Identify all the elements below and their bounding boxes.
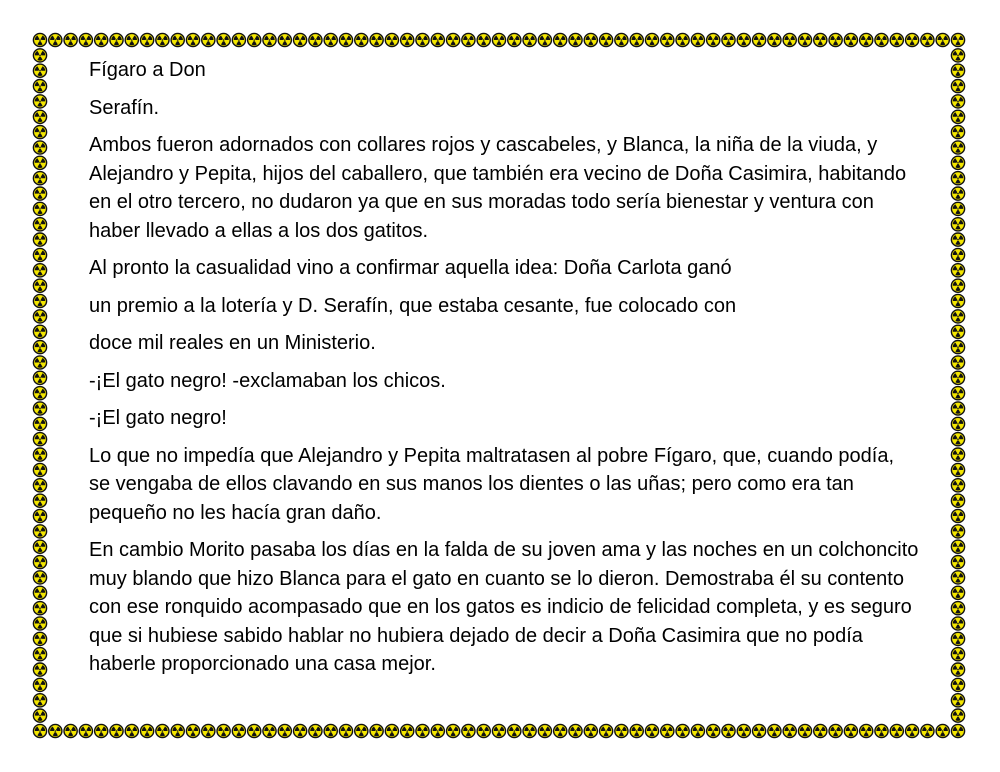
radiation-icon: [33, 417, 46, 430]
radiation-icon: [416, 724, 429, 737]
radiation-icon: [951, 586, 964, 599]
radiation-icon: [33, 586, 46, 599]
radiation-icon: [798, 33, 811, 46]
radiation-icon: [722, 724, 735, 737]
radiation-icon: [33, 694, 46, 707]
radiation-icon: [492, 724, 505, 737]
radiation-icon: [141, 724, 154, 737]
radiation-icon: [951, 49, 964, 62]
radiation-icon: [538, 33, 551, 46]
radiation-icon: [64, 724, 77, 737]
radiation-icon: [707, 724, 720, 737]
radiation-icon: [79, 724, 92, 737]
radiation-icon: [171, 724, 184, 737]
radiation-icon: [33, 279, 46, 292]
radiation-icon: [951, 310, 964, 323]
radiation-icon: [477, 33, 490, 46]
radiation-icon: [33, 525, 46, 538]
radiation-icon: [33, 248, 46, 261]
radiation-icon: [875, 724, 888, 737]
radiation-icon: [951, 156, 964, 169]
radiation-icon: [600, 724, 613, 737]
radiation-icon: [951, 509, 964, 522]
radiation-icon: [370, 33, 383, 46]
radiation-icon: [263, 724, 276, 737]
radiation-icon: [951, 694, 964, 707]
radiation-icon: [462, 33, 475, 46]
radiation-icon: [217, 33, 230, 46]
radiation-icon: [64, 33, 77, 46]
radiation-icon: [385, 724, 398, 737]
radiation-icon: [171, 33, 184, 46]
radiation-icon: [584, 33, 597, 46]
radiation-icon: [951, 325, 964, 338]
radiation-icon: [661, 33, 674, 46]
radiation-icon: [906, 724, 919, 737]
radiation-icon: [508, 724, 521, 737]
radiation-icon: [921, 33, 934, 46]
radiation-icon: [355, 33, 368, 46]
paragraph-9: Lo que no impedía que Alejandro y Pepita maltratasen al pobre Fígaro, que, cuando podía, se vengaba de ellos clavando en sus manos los dientes o las uñas; pero como era tan pequeño no les hacía gran daño.: [89, 444, 894, 524]
radiation-icon: [186, 33, 199, 46]
radiation-icon: [33, 294, 46, 307]
radiation-icon: [951, 64, 964, 77]
radiation-icon: [33, 448, 46, 461]
radiation-icon: [33, 172, 46, 185]
radiation-icon: [477, 724, 490, 737]
radiation-icon: [951, 709, 964, 722]
radiation-icon: [278, 33, 291, 46]
radiation-icon: [737, 33, 750, 46]
radiation-icon: [951, 556, 964, 569]
radiation-icon: [951, 678, 964, 691]
paragraph-10: En cambio Morito pasaba los días en la falda de su joven ama y las noches en un colchoncito muy blando que hizo Blanca para el gato en cuanto se lo dieron. Demostraba él su contento con ese ronquido acompasado que en los gatos es indicio de felicidad completa, y es seguro que si hubiese sabido hablar no hubiera dejado de decir a Doña Casimira que no podía haberle proporcionado una casa mejor.: [89, 539, 919, 675]
radiation-icon: [33, 264, 46, 277]
radiation-icon: [33, 494, 46, 507]
radiation-icon: [630, 724, 643, 737]
radiation-icon: [951, 110, 964, 123]
radiation-icon: [951, 387, 964, 400]
radiation-icon: [33, 33, 46, 46]
radiation-icon: [814, 33, 827, 46]
radiation-icon: [33, 571, 46, 584]
radiation-icon: [951, 264, 964, 277]
radiation-icon: [294, 33, 307, 46]
radiation-icon: [569, 724, 582, 737]
radiation-icon: [33, 110, 46, 123]
radiation-icon: [722, 33, 735, 46]
radiation-icon: [554, 724, 567, 737]
paragraph-1: Fígaro a Don: [89, 59, 206, 81]
radiation-icon: [33, 433, 46, 446]
radiation-icon: [385, 33, 398, 46]
radiation-icon: [324, 33, 337, 46]
radiation-icon: [645, 724, 658, 737]
radiation-icon: [33, 64, 46, 77]
radiation-icon: [33, 156, 46, 169]
radiation-icon: [768, 33, 781, 46]
radiation-icon: [492, 33, 505, 46]
radiation-icon: [186, 724, 199, 737]
radiation-icon: [339, 724, 352, 737]
radiation-icon: [707, 33, 720, 46]
radiation-icon: [33, 187, 46, 200]
radiation-icon: [630, 33, 643, 46]
radiation-icon: [951, 724, 964, 737]
radiation-icon: [33, 233, 46, 246]
radiation-icon: [951, 95, 964, 108]
radiation-icon: [309, 33, 322, 46]
radiation-icon: [951, 141, 964, 154]
radiation-icon: [33, 402, 46, 415]
radiation-icon: [951, 248, 964, 261]
radiation-icon: [538, 724, 551, 737]
radiation-icon: [753, 724, 766, 737]
radiation-icon: [33, 479, 46, 492]
radiation-icon: [951, 202, 964, 215]
radiation-icon: [951, 648, 964, 661]
radiation-icon: [951, 371, 964, 384]
radiation-icon: [951, 602, 964, 615]
radiation-icon: [951, 279, 964, 292]
radiation-icon: [890, 33, 903, 46]
radiation-icon: [33, 325, 46, 338]
radiation-icon: [355, 724, 368, 737]
radiation-icon: [951, 663, 964, 676]
radiation-icon: [554, 33, 567, 46]
radiation-icon: [753, 33, 766, 46]
radiation-icon: [569, 33, 582, 46]
radiation-icon: [844, 33, 857, 46]
radiation-icon: [33, 602, 46, 615]
radiation-icon: [33, 709, 46, 722]
radiation-icon: [232, 33, 245, 46]
radiation-icon: [33, 509, 46, 522]
radiation-icon: [951, 126, 964, 139]
radiation-icon: [906, 33, 919, 46]
radiation-icon: [33, 141, 46, 154]
radiation-icon: [814, 724, 827, 737]
radiation-icon: [737, 724, 750, 737]
radiation-icon: [263, 33, 276, 46]
radiation-icon: [768, 724, 781, 737]
radiation-icon: [600, 33, 613, 46]
radiation-icon: [783, 724, 796, 737]
radiation-icon: [951, 402, 964, 415]
radiation-icon: [33, 724, 46, 737]
radiation-icon: [783, 33, 796, 46]
radiation-icon: [95, 33, 108, 46]
radiation-icon: [661, 724, 674, 737]
radiation-icon: [951, 617, 964, 630]
radiation-icon: [462, 724, 475, 737]
radiation-icon: [49, 724, 62, 737]
radiation-icon: [33, 387, 46, 400]
radiation-icon: [49, 33, 62, 46]
radiation-icon: [33, 356, 46, 369]
radiation-icon: [309, 724, 322, 737]
radiation-icon: [921, 724, 934, 737]
radiation-icon: [339, 33, 352, 46]
radiation-icon: [156, 724, 169, 737]
radiation-icon: [33, 556, 46, 569]
radiation-icon: [951, 187, 964, 200]
radiation-icon: [248, 33, 261, 46]
radiation-icon: [202, 724, 215, 737]
radiation-icon: [615, 33, 628, 46]
radiation-icon: [936, 724, 949, 737]
radiation-icon: [890, 724, 903, 737]
radiation-icon: [33, 49, 46, 62]
radiation-icon: [691, 724, 704, 737]
radiation-icon: [33, 648, 46, 661]
radiation-icon: [33, 617, 46, 630]
radiation-icon: [951, 33, 964, 46]
radiation-icon: [232, 724, 245, 737]
radiation-icon: [951, 172, 964, 185]
radiation-icon: [615, 724, 628, 737]
radiation-icon: [248, 724, 261, 737]
radiation-icon: [951, 341, 964, 354]
radiation-icon: [951, 218, 964, 231]
radiation-icon: [691, 33, 704, 46]
radiation-icon: [951, 356, 964, 369]
radiation-icon: [951, 525, 964, 538]
radiation-icon: [951, 571, 964, 584]
radiation-icon: [829, 724, 842, 737]
paragraph-7: -¡El gato negro! -exclamaban los chicos.: [89, 369, 446, 392]
radiation-icon: [936, 33, 949, 46]
radiation-icon: [951, 80, 964, 93]
radiation-icon: [951, 494, 964, 507]
radiation-icon: [431, 33, 444, 46]
radiation-icon: [951, 233, 964, 246]
radiation-icon: [33, 663, 46, 676]
radiation-icon: [33, 632, 46, 645]
radiation-icon: [156, 33, 169, 46]
radiation-icon: [217, 724, 230, 737]
radiation-icon: [523, 724, 536, 737]
paragraph-8: -¡El gato negro!: [89, 407, 227, 429]
radiation-icon: [875, 33, 888, 46]
radiation-icon: [33, 540, 46, 553]
radiation-icon: [401, 724, 414, 737]
radiation-icon: [951, 433, 964, 446]
radiation-icon: [860, 33, 873, 46]
radiation-icon: [951, 479, 964, 492]
radiation-icon: [676, 724, 689, 737]
radiation-icon: [33, 341, 46, 354]
radiation-icon: [33, 463, 46, 476]
radiation-icon: [33, 218, 46, 231]
radiation-icon: [110, 33, 123, 46]
radiation-icon: [33, 80, 46, 93]
radiation-icon: [951, 448, 964, 461]
radiation-icon: [951, 417, 964, 430]
paragraph-6: doce mil reales en un Ministerio.: [89, 332, 376, 354]
radiation-icon: [401, 33, 414, 46]
radiation-icon: [33, 95, 46, 108]
radiation-icon: [844, 724, 857, 737]
radiation-icon: [523, 33, 536, 46]
radiation-icon: [508, 33, 521, 46]
radiation-icon: [95, 724, 108, 737]
radiation-icon: [447, 33, 460, 46]
radiation-icon: [798, 724, 811, 737]
radiation-icon: [33, 126, 46, 139]
radiation-icon: [860, 724, 873, 737]
radiation-icon: [324, 724, 337, 737]
paragraph-3: Ambos fueron adornados con collares rojos y cascabeles, y Blanca, la niña de la viuda, y Alejandro y Pepita, hijos del caballero, que también era vecino de Doña Casimira, habitando en el otro tercero, no dudaron ya que en sus moradas todo sería bienestar y ventura con haber llevado a ellas a los dos gatitos.: [89, 134, 907, 242]
radiation-icon: [202, 33, 215, 46]
radiation-icon: [294, 724, 307, 737]
radiation-icon: [951, 294, 964, 307]
paragraph-2: Serafín.: [89, 96, 160, 119]
radiation-icon: [125, 33, 138, 46]
radiation-icon: [951, 463, 964, 476]
radiation-icon: [278, 724, 291, 737]
radiation-icon: [110, 724, 123, 737]
radiation-icon: [447, 724, 460, 737]
radiation-icon: [584, 724, 597, 737]
radiation-icon: [431, 724, 444, 737]
paragraph-4: Al pronto la casualidad vino a confirmar aquella idea: Doña Carlota ganó: [89, 257, 732, 279]
radiation-icon: [645, 33, 658, 46]
radiation-icon: [951, 540, 964, 553]
radiation-icon: [125, 724, 138, 737]
radiation-icon: [951, 632, 964, 645]
radiation-icon: [141, 33, 154, 46]
radiation-icon: [829, 33, 842, 46]
radiation-icon: [33, 202, 46, 215]
radiation-icon: [79, 33, 92, 46]
radiation-icon: [676, 33, 689, 46]
story-text: [89, 56, 919, 712]
radiation-icon: [33, 371, 46, 384]
radiation-icon: [33, 310, 46, 323]
radiation-icon: [416, 33, 429, 46]
paragraph-5: un premio a la lotería y D. Serafín, que estaba cesante, fue colocado con: [89, 294, 737, 317]
radiation-icon: [370, 724, 383, 737]
radiation-icon: [33, 678, 46, 691]
